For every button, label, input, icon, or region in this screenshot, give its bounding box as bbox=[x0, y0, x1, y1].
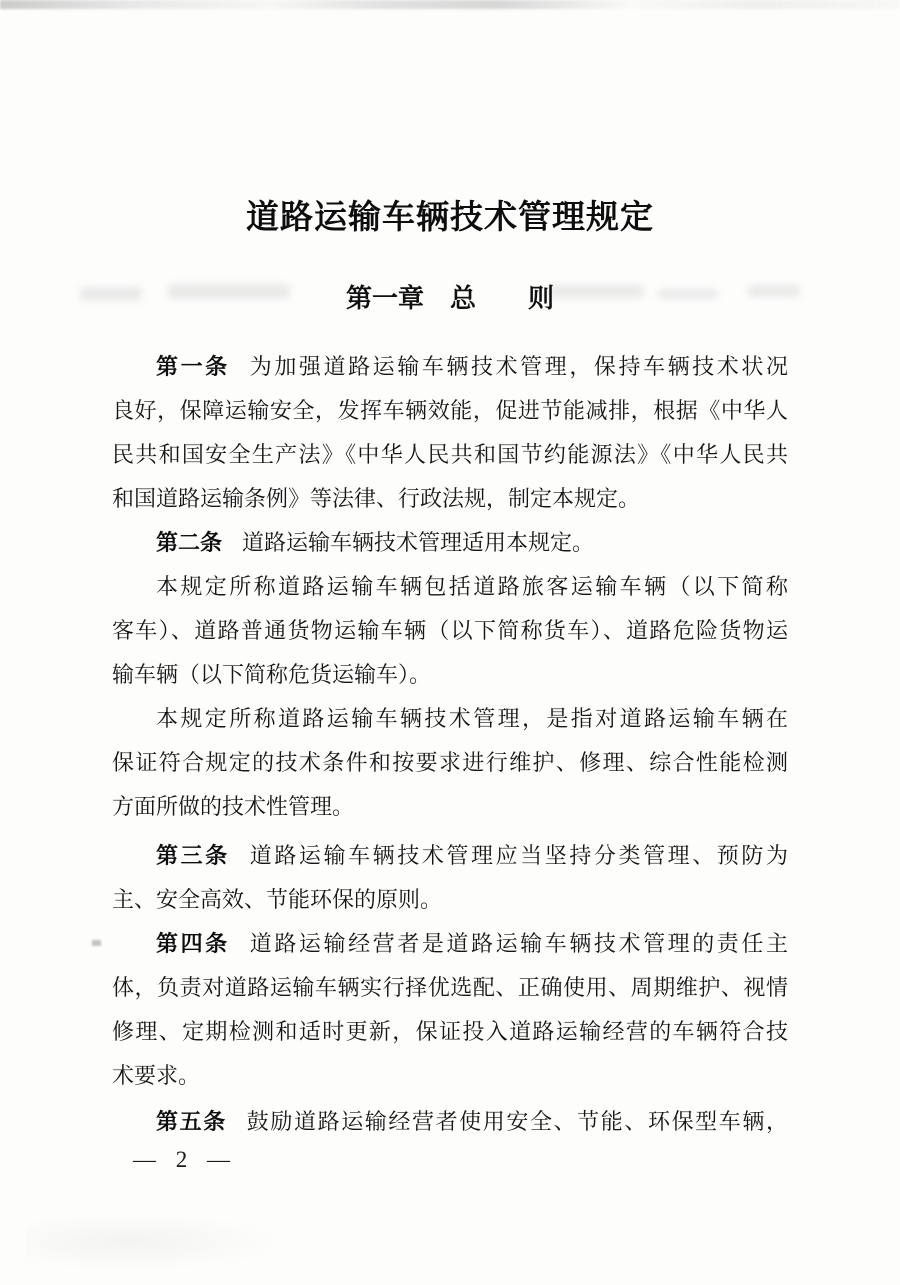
body-line bbox=[112, 785, 788, 829]
article-number: 第四条 bbox=[156, 931, 230, 956]
line-text: 和国道路运输条例》等法律、行政法规，制定本规定。 bbox=[112, 486, 641, 511]
paragraph bbox=[112, 521, 788, 565]
body-line bbox=[112, 609, 788, 653]
line-text: 本规定所称道路运输车辆包括道路旅客运输车辆（以下简称 bbox=[156, 574, 788, 599]
line-text: 体，负责对道路运输车辆实行择优选配、正确使用、周期维护、视情 bbox=[112, 975, 788, 1000]
line-text: 保证符合规定的技术条件和按要求进行维护、修理、综合性能检测 bbox=[112, 750, 788, 775]
line-text: 道路运输车辆技术管理应当坚持分类管理、预防为 bbox=[249, 843, 788, 868]
body-line bbox=[112, 741, 788, 785]
body-line bbox=[112, 433, 788, 477]
scan-artifact-speckle bbox=[25, 1212, 285, 1272]
line-text: 输车辆（以下简称危货运输车）。 bbox=[112, 662, 432, 687]
article-number: 第二条 bbox=[156, 530, 223, 555]
scan-artifact-top-edge bbox=[0, 0, 900, 9]
body-text bbox=[112, 345, 788, 1144]
body-line bbox=[112, 565, 788, 609]
chapter-heading: 第一章 总 则 bbox=[345, 283, 554, 313]
line-text: 道路运输车辆技术管理适用本规定。 bbox=[242, 530, 595, 555]
body-line bbox=[112, 1010, 788, 1054]
body-line bbox=[112, 834, 788, 878]
body-line bbox=[112, 477, 788, 521]
paragraph bbox=[112, 1100, 788, 1144]
line-text: 为加强道路运输车辆技术管理，保持车辆技术状况 bbox=[249, 354, 788, 379]
body-line bbox=[112, 1054, 788, 1098]
document-title: 道路运输车辆技术管理规定 bbox=[246, 198, 654, 235]
body-line bbox=[112, 922, 788, 966]
paragraph bbox=[112, 922, 788, 1098]
paragraph bbox=[112, 834, 788, 922]
line-text: 民共和国安全生产法》《中华人民共和国节约能源法》《中华人民共 bbox=[112, 442, 788, 467]
body-line bbox=[112, 389, 788, 433]
line-text: 鼓励道路运输经营者使用安全、节能、环保型车辆， bbox=[246, 1109, 788, 1134]
body-line bbox=[112, 521, 788, 565]
line-text: 本规定所称道路运输车辆技术管理，是指对道路运输车辆在 bbox=[156, 706, 788, 731]
line-text: 道路运输经营者是道路运输车辆技术管理的责任主 bbox=[249, 931, 788, 956]
paragraph bbox=[112, 565, 788, 697]
paragraph bbox=[112, 345, 788, 521]
article-number: 第一条 bbox=[156, 354, 230, 379]
line-text: 良好，保障运输安全，发挥车辆效能，促进节能减排，根据《中华人 bbox=[112, 398, 788, 423]
body-line bbox=[112, 966, 788, 1010]
line-text: 主、安全高效、节能环保的原则。 bbox=[112, 887, 443, 912]
line-text: 方面所做的技术性管理。 bbox=[112, 794, 355, 819]
article-number: 第三条 bbox=[156, 843, 230, 868]
body-line bbox=[112, 1100, 788, 1144]
line-text: 客车）、道路普通货物运输车辆（以下简称货车）、道路危险货物运 bbox=[112, 618, 788, 643]
article-number: 第五条 bbox=[156, 1109, 227, 1134]
paragraph bbox=[112, 697, 788, 829]
body-line bbox=[112, 878, 788, 922]
body-line bbox=[112, 653, 788, 697]
body-line bbox=[112, 345, 788, 389]
line-text: 修理、定期检测和适时更新，保证投入道路运输经营的车辆符合技 bbox=[112, 1019, 788, 1044]
scan-artifact-speck bbox=[92, 940, 101, 946]
page-number: — 2 — bbox=[133, 1147, 232, 1172]
body-line bbox=[112, 697, 788, 741]
line-text: 术要求。 bbox=[112, 1063, 201, 1088]
